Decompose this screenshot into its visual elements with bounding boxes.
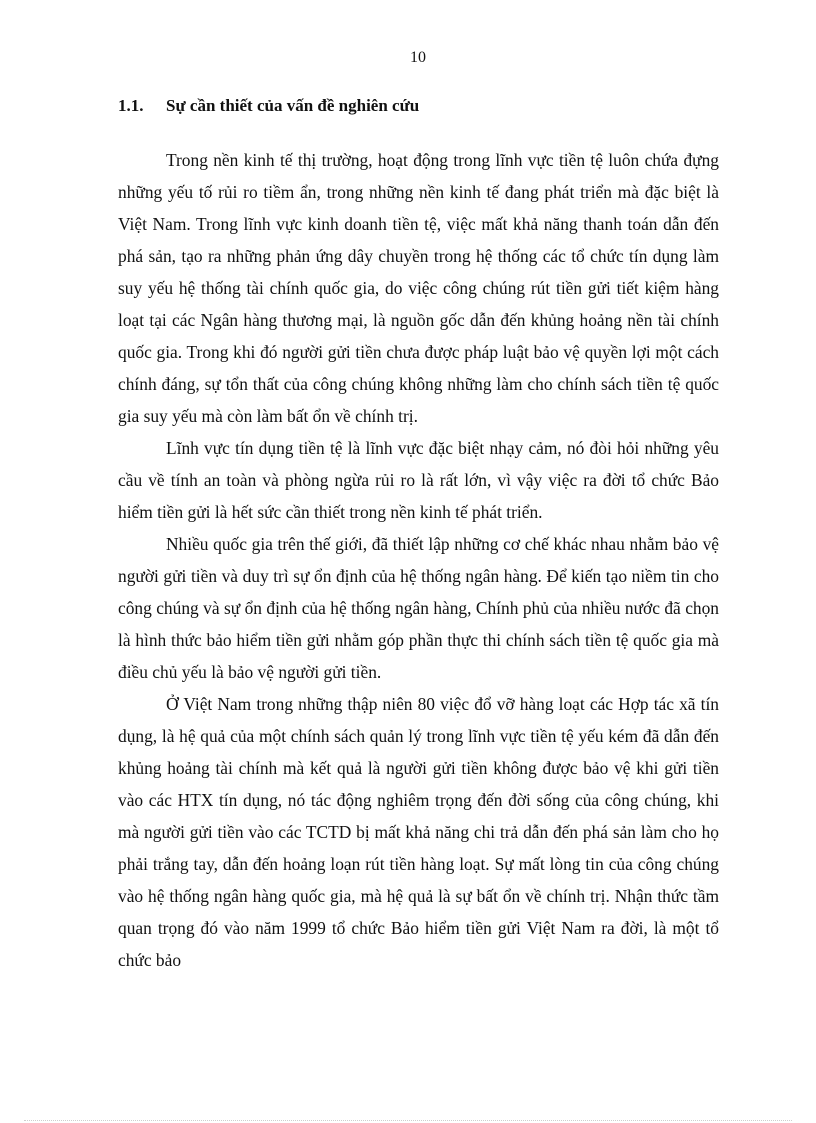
- paragraph-3: Nhiều quốc gia trên thế giới, đã thiết lập những cơ chế khác nhau nhằm bảo vệ người gửi tiền và duy trì sự ổn định của hệ thống ngân hàng. Để kiến tạo niềm tin cho công chúng và sự ổn định của hệ thống ngân hàng, Chính phủ của nhiều nước đã chọn là hình thức bảo hiểm tiền gửi nhằm góp phần thực thi chính sách tiền tệ quốc gia mà điều chủ yếu là bảo vệ người gửi tiền.: [118, 534, 719, 682]
- page-number: 10: [410, 49, 426, 66]
- paragraph-4: Ở Việt Nam trong những thập niên 80 việc đổ vỡ hàng loạt các Hợp tác xã tín dụng, là hệ quả của một chính sách quản lý trong lĩnh vực tiền tệ yếu kém đã dẫn đến khủng hoảng tài chính mà kết quả là người gửi tiền không được bảo vệ khi gửi tiền vào các HTX tín dụng, nó tác động nghiêm trọng đến đời sống của công chúng, khi mà người gửi tiền vào các TCTD bị mất khả năng chi trả dẫn đến phá sản làm cho họ phải trắng tay, dẫn đến hoảng loạn rút tiền hàng loạt. Sự mất lòng tin của công chúng vào hệ thống ngân hàng quốc gia, mà hệ quả là sự bất ổn về chính trị. Nhận thức tầm quan trọng đó vào năm 1999 tổ chức Bảo hiểm tiền gửi Việt Nam ra đời, là một tổ chức bảo: [118, 694, 719, 970]
- section-number: 1.1.: [118, 96, 144, 115]
- paragraph-1: Trong nền kinh tế thị trường, hoạt động trong lĩnh vực tiền tệ luôn chứa đựng những yếu tố rủi ro tiềm ẩn, trong những nền kinh tế đang phát triển mà đặc biệt là Việt Nam. Trong lĩnh vực kinh doanh tiền tệ, việc mất khả năng thanh toán dẫn đến phá sản, tạo ra những phản ứng dây chuyền trong hệ thống các tổ chức tín dụng làm suy yếu hệ thống tài chính quốc gia, do việc công chúng rút tiền gửi tiết kiệm hàng loạt tại các Ngân hàng thương mại, là nguồn gốc dẫn đến khủng hoảng nền tài chính quốc gia. Trong khi đó người gửi tiền chưa được pháp luật bảo vệ quyền lợi một cách chính đáng, sự tổn thất của công chúng không những làm cho chính sách tiền tệ quốc gia suy yếu mà còn làm bất ổn về chính trị.: [118, 150, 719, 426]
- section-heading: [118, 95, 419, 117]
- footer-divider: [24, 1120, 792, 1121]
- body-text: [118, 144, 719, 976]
- section-title: Sự cần thiết của vấn đề nghiên cứu: [166, 96, 420, 115]
- paragraph-2: Lĩnh vực tín dụng tiền tệ là lĩnh vực đặc biệt nhạy cảm, nó đòi hỏi những yêu cầu về tính an toàn và phòng ngừa rủi ro là rất lớn, vì vậy việc ra đời tổ chức Bảo hiểm tiền gửi là hết sức cần thiết trong nền kinh tế phát triển.: [118, 438, 719, 522]
